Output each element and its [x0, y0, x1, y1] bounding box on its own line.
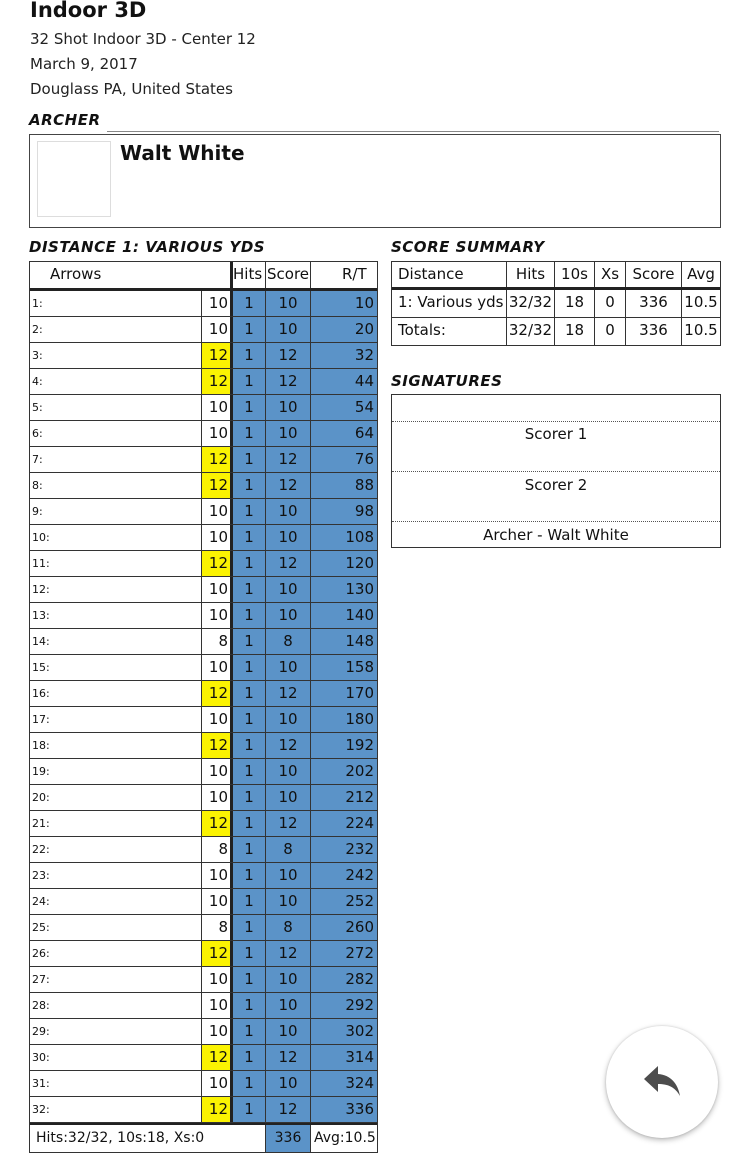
signature-line-archer[interactable]	[392, 521, 720, 522]
arrow-value: 12	[201, 811, 230, 836]
signature-line-scorer-1[interactable]	[392, 421, 720, 422]
arrow-number: 8:	[32, 479, 43, 492]
arrow-hits: 1	[230, 499, 265, 524]
arrow-number: 4:	[32, 375, 43, 388]
arrow-hits: 1	[230, 629, 265, 654]
arrow-hits: 1	[230, 915, 265, 940]
arrow-value: 10	[201, 707, 230, 732]
arrow-score: 12	[265, 1045, 310, 1070]
running-total: 282	[310, 967, 377, 992]
running-total: 120	[310, 551, 377, 576]
signatures-label: SIGNATURES	[391, 372, 503, 390]
arrow-number: 27:	[32, 973, 50, 986]
table-row	[30, 993, 377, 1019]
running-total: 44	[310, 369, 377, 394]
table-row	[30, 629, 377, 655]
arrow-number: 1:	[32, 297, 43, 310]
summary-header-tens: 10s	[554, 262, 594, 287]
summary-cell-xs: 0	[594, 318, 625, 345]
table-row	[30, 551, 377, 577]
round-name: 32 Shot Indoor 3D - Center 12	[30, 30, 256, 48]
event-location: Douglass PA, United States	[30, 80, 233, 98]
table-row	[30, 343, 377, 369]
arrow-hits: 1	[230, 837, 265, 862]
arrow-hits: 1	[230, 1019, 265, 1044]
arrow-score: 12	[265, 551, 310, 576]
summary-cell-hits: 32/32	[506, 290, 554, 317]
arrow-number: 22:	[32, 843, 50, 856]
arrow-score: 10	[265, 707, 310, 732]
table-row	[30, 941, 377, 967]
arrow-value: 12	[201, 551, 230, 576]
running-total: 180	[310, 707, 377, 732]
arrow-value: 10	[201, 317, 230, 342]
table-row	[30, 707, 377, 733]
summary-cell-xs: 0	[594, 290, 625, 317]
table-row	[30, 1071, 377, 1097]
arrow-number: 9:	[32, 505, 43, 518]
arrow-score: 10	[265, 1071, 310, 1096]
summary-cell-score: 336	[625, 290, 681, 317]
arrow-number: 20:	[32, 791, 50, 804]
running-total: 324	[310, 1071, 377, 1096]
running-total: 54	[310, 395, 377, 420]
running-total: 232	[310, 837, 377, 862]
arrow-value: 10	[201, 889, 230, 914]
summary-cell-distance: 1: Various yds	[398, 293, 504, 311]
arrow-hits: 1	[230, 291, 265, 316]
arrow-number: 2:	[32, 323, 43, 336]
summary-row-totals	[392, 317, 720, 345]
score-rows	[30, 291, 377, 1123]
arrow-hits: 1	[230, 811, 265, 836]
arrow-hits: 1	[230, 863, 265, 888]
table-row	[30, 317, 377, 343]
arrow-score: 12	[265, 811, 310, 836]
summary-cell-tens: 18	[554, 290, 594, 317]
arrow-score: 10	[265, 395, 310, 420]
arrow-value: 12	[201, 447, 230, 472]
summary-header-row	[392, 262, 720, 290]
table-row	[30, 1045, 377, 1071]
arrow-value: 12	[201, 733, 230, 758]
arrow-number: 21:	[32, 817, 50, 830]
arrow-number: 3:	[32, 349, 43, 362]
running-total: 148	[310, 629, 377, 654]
arrow-score: 8	[265, 629, 310, 654]
table-row	[30, 577, 377, 603]
header-hits: Hits	[233, 265, 263, 283]
arrow-score: 12	[265, 941, 310, 966]
summary-row-distance-1	[392, 290, 720, 317]
table-row	[30, 525, 377, 551]
summary-cell-tens: 18	[554, 318, 594, 345]
archer-section-label: ARCHER	[29, 111, 101, 129]
summary-header-hits: Hits	[506, 262, 554, 287]
score-summary-table	[391, 261, 721, 346]
running-total: 170	[310, 681, 377, 706]
arrow-hits: 1	[230, 473, 265, 498]
running-total: 292	[310, 993, 377, 1018]
table-row	[30, 369, 377, 395]
arrow-value: 10	[201, 421, 230, 446]
table-row	[30, 811, 377, 837]
signature-line-scorer-2[interactable]	[392, 471, 720, 472]
arrow-number: 10:	[32, 531, 50, 544]
arrow-value: 12	[201, 343, 230, 368]
signature-label-scorer-1: Scorer 1	[524, 425, 588, 443]
arrow-value: 8	[201, 837, 230, 862]
footer-average: Avg:10.5	[310, 1125, 377, 1152]
arrow-score: 10	[265, 1019, 310, 1044]
footer-total: 336	[265, 1125, 310, 1152]
running-total: 202	[310, 759, 377, 784]
arrow-score: 12	[265, 343, 310, 368]
running-total: 130	[310, 577, 377, 602]
arrow-hits: 1	[230, 577, 265, 602]
arrow-number: 11:	[32, 557, 50, 570]
running-total: 192	[310, 733, 377, 758]
score-table-footer	[30, 1123, 377, 1152]
running-total: 224	[310, 811, 377, 836]
running-total: 212	[310, 785, 377, 810]
arrow-hits: 1	[230, 525, 265, 550]
arrow-hits: 1	[230, 681, 265, 706]
table-row	[30, 655, 377, 681]
arrow-score: 12	[265, 473, 310, 498]
arrow-value: 12	[201, 1097, 230, 1122]
running-total: 88	[310, 473, 377, 498]
arrow-value: 10	[201, 395, 230, 420]
running-total: 242	[310, 863, 377, 888]
arrow-score: 8	[265, 915, 310, 940]
running-total: 158	[310, 655, 377, 680]
arrow-value: 10	[201, 291, 230, 316]
arrow-number: 23:	[32, 869, 50, 882]
running-total: 314	[310, 1045, 377, 1070]
summary-header-xs: Xs	[594, 262, 625, 287]
table-row	[30, 967, 377, 993]
archer-card	[29, 134, 721, 228]
arrow-number: 32:	[32, 1103, 50, 1116]
running-total: 32	[310, 343, 377, 368]
arrow-score: 10	[265, 577, 310, 602]
running-total: 302	[310, 1019, 377, 1044]
table-row	[30, 447, 377, 473]
arrow-number: 5:	[32, 401, 43, 414]
arrow-score: 10	[265, 863, 310, 888]
arrow-number: 17:	[32, 713, 50, 726]
arrow-value: 12	[201, 369, 230, 394]
arrow-score: 10	[265, 421, 310, 446]
header-running-total: R/T	[342, 265, 367, 283]
arrow-score: 12	[265, 1097, 310, 1122]
summary-cell-avg: 10.5	[681, 318, 720, 345]
event-date: March 9, 2017	[30, 55, 138, 73]
running-total: 260	[310, 915, 377, 940]
archer-name: Walt White	[120, 141, 245, 165]
archer-divider	[107, 131, 719, 132]
arrow-number: 29:	[32, 1025, 50, 1038]
arrow-number: 24:	[32, 895, 50, 908]
distance-section-label: DISTANCE 1: VARIOUS YDS	[29, 238, 266, 256]
arrow-hits: 1	[230, 785, 265, 810]
arrow-score: 12	[265, 447, 310, 472]
table-row	[30, 603, 377, 629]
arrow-score: 10	[265, 499, 310, 524]
running-total: 252	[310, 889, 377, 914]
running-total: 108	[310, 525, 377, 550]
arrow-hits: 1	[230, 343, 265, 368]
arrow-hits: 1	[230, 551, 265, 576]
arrow-hits: 1	[230, 369, 265, 394]
arrow-hits: 1	[230, 317, 265, 342]
arrow-score: 10	[265, 967, 310, 992]
arrow-value: 8	[201, 629, 230, 654]
summary-header-distance: Distance	[398, 265, 464, 283]
arrow-score: 10	[265, 655, 310, 680]
arrow-score: 8	[265, 837, 310, 862]
arrow-value: 8	[201, 915, 230, 940]
header-arrows: Arrows	[50, 265, 102, 283]
page-title: Indoor 3D	[30, 0, 147, 22]
table-row	[30, 733, 377, 759]
table-row	[30, 681, 377, 707]
arrow-hits: 1	[230, 993, 265, 1018]
signature-label-scorer-2: Scorer 2	[524, 476, 588, 494]
arrow-number: 14:	[32, 635, 50, 648]
reply-button[interactable]	[606, 1026, 718, 1138]
arrow-value: 10	[201, 785, 230, 810]
arrow-hits: 1	[230, 1045, 265, 1070]
arrow-value: 10	[201, 577, 230, 602]
arrow-hits: 1	[230, 603, 265, 628]
arrow-number: 18:	[32, 739, 50, 752]
running-total: 20	[310, 317, 377, 342]
arrow-number: 26:	[32, 947, 50, 960]
arrow-number: 15:	[32, 661, 50, 674]
arrow-value: 10	[201, 759, 230, 784]
table-row	[30, 863, 377, 889]
arrow-hits: 1	[230, 1071, 265, 1096]
running-total: 64	[310, 421, 377, 446]
arrow-score: 10	[265, 785, 310, 810]
arrow-number: 19:	[32, 765, 50, 778]
summary-header-avg: Avg	[681, 262, 720, 287]
table-row	[30, 499, 377, 525]
arrow-hits: 1	[230, 759, 265, 784]
table-row	[30, 421, 377, 447]
table-row	[30, 473, 377, 499]
arrow-number: 28:	[32, 999, 50, 1012]
running-total: 140	[310, 603, 377, 628]
arrow-value: 10	[201, 1071, 230, 1096]
arrow-hits: 1	[230, 447, 265, 472]
table-row	[30, 915, 377, 941]
table-row	[30, 785, 377, 811]
table-row	[30, 395, 377, 421]
arrow-hits: 1	[230, 1097, 265, 1122]
arrow-value: 10	[201, 525, 230, 550]
footer-summary: Hits:32/32, 10s:18, Xs:0	[36, 1130, 205, 1146]
arrow-number: 30:	[32, 1051, 50, 1064]
arrow-value: 12	[201, 1045, 230, 1070]
arrow-score: 12	[265, 681, 310, 706]
summary-header-score: Score	[625, 262, 681, 287]
summary-cell-hits: 32/32	[506, 318, 554, 345]
arrow-hits: 1	[230, 707, 265, 732]
summary-cell-distance: Totals:	[398, 321, 446, 339]
score-summary-label: SCORE SUMMARY	[391, 238, 545, 256]
arrow-value: 10	[201, 499, 230, 524]
arrow-hits: 1	[230, 941, 265, 966]
running-total: 98	[310, 499, 377, 524]
table-row	[30, 837, 377, 863]
arrow-hits: 1	[230, 395, 265, 420]
arrow-number: 13:	[32, 609, 50, 622]
arrow-value: 10	[201, 967, 230, 992]
arrow-number: 25:	[32, 921, 50, 934]
arrow-score: 10	[265, 889, 310, 914]
arrow-score: 10	[265, 317, 310, 342]
arrow-number: 6:	[32, 427, 43, 440]
arrow-score: 10	[265, 603, 310, 628]
arrow-hits: 1	[230, 733, 265, 758]
arrow-hits: 1	[230, 967, 265, 992]
arrow-value: 12	[201, 681, 230, 706]
table-row	[30, 889, 377, 915]
summary-cell-score: 336	[625, 318, 681, 345]
arrow-number: 31:	[32, 1077, 50, 1090]
arrow-value: 12	[201, 941, 230, 966]
arrow-value: 10	[201, 603, 230, 628]
arrow-score: 10	[265, 291, 310, 316]
arrow-value: 10	[201, 863, 230, 888]
arrow-score: 10	[265, 525, 310, 550]
arrow-number: 12:	[32, 583, 50, 596]
arrow-hits: 1	[230, 655, 265, 680]
signatures-box	[391, 394, 721, 548]
running-total: 272	[310, 941, 377, 966]
arrow-value: 12	[201, 473, 230, 498]
arrow-value: 10	[201, 655, 230, 680]
arrow-score: 10	[265, 993, 310, 1018]
table-row	[30, 291, 377, 317]
reply-icon	[642, 1064, 682, 1100]
table-row	[30, 1097, 377, 1123]
arrow-number: 7:	[32, 453, 43, 466]
score-table	[29, 261, 378, 1153]
arrow-score: 10	[265, 759, 310, 784]
arrow-score: 12	[265, 369, 310, 394]
table-row	[30, 1019, 377, 1045]
arrow-value: 10	[201, 1019, 230, 1044]
arrow-score: 12	[265, 733, 310, 758]
running-total: 10	[310, 291, 377, 316]
summary-cell-avg: 10.5	[681, 290, 720, 317]
arrow-number: 16:	[32, 687, 50, 700]
arrow-value: 10	[201, 993, 230, 1018]
score-table-header	[30, 262, 377, 291]
arrow-hits: 1	[230, 421, 265, 446]
archer-photo	[37, 141, 111, 217]
signature-label-archer: Archer - Walt White	[483, 526, 629, 544]
running-total: 336	[310, 1097, 377, 1122]
header-score: Score	[267, 265, 310, 283]
arrow-hits: 1	[230, 889, 265, 914]
table-row	[30, 759, 377, 785]
running-total: 76	[310, 447, 377, 472]
